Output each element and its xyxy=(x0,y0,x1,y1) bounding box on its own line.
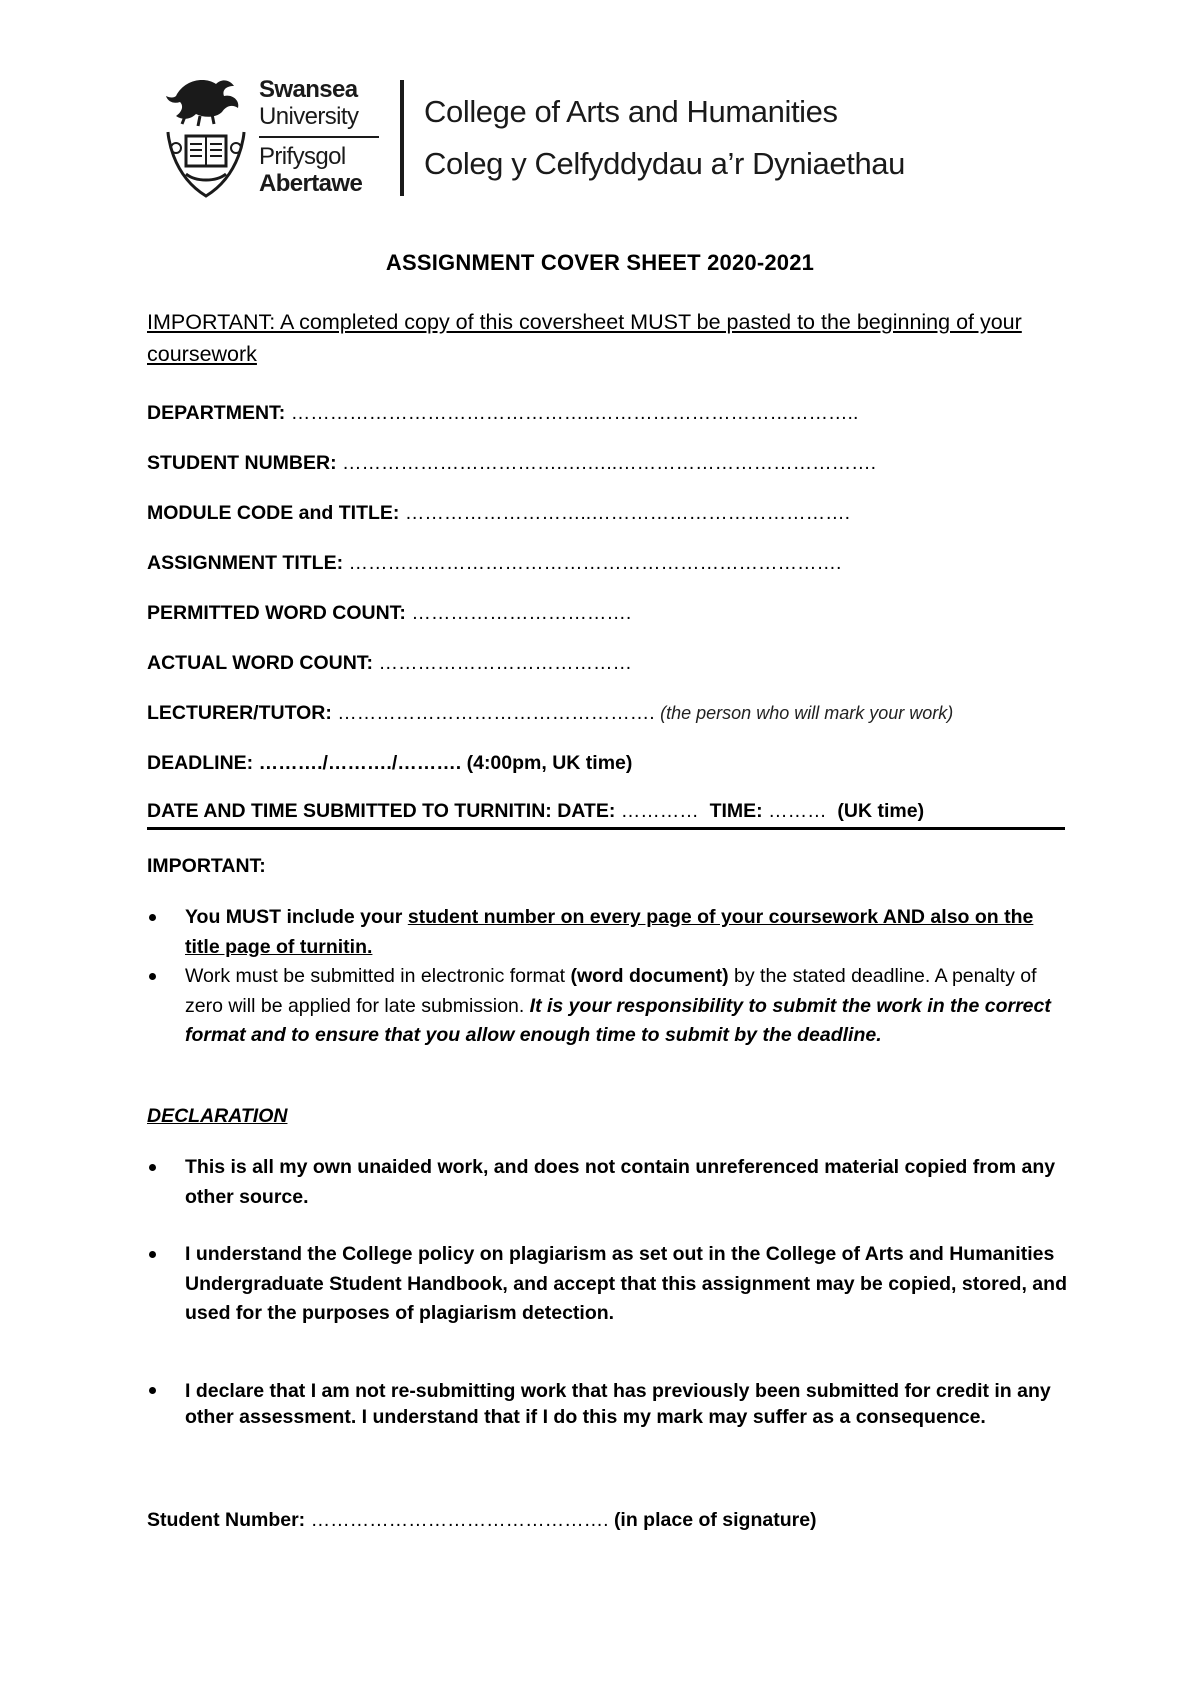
important-notice: IMPORTANT: A completed copy of this coversheet MUST be pasted to the beginning of your coursework xyxy=(147,310,1022,366)
turnitin-submission-field[interactable] xyxy=(147,797,1065,830)
declaration-heading: DECLARATION xyxy=(147,1105,288,1127)
list-item xyxy=(147,903,1067,962)
list-item xyxy=(147,1153,1067,1212)
bullet-2-text-d: It is your responsibility to submit the work in the correct format and to ensure that you allow enough time to submit by the deadline. xyxy=(185,994,1051,1046)
permitted-word-count-label: PERMITTED WORD COUNT: xyxy=(147,602,412,624)
declaration-3-text: I declare that I am not re-submitting work that has previously been submitted for credit in any other assessment. I understand that if I do this my mark may suffer as a consequence. xyxy=(185,1380,1051,1428)
lecturer-field[interactable] xyxy=(147,698,953,728)
lecturer-dots: …………………………………………. xyxy=(337,702,661,724)
permitted-word-count-dots: ……………………………. xyxy=(411,602,632,624)
logo-line-swansea: Swansea xyxy=(259,76,358,103)
signature-suffix: (in place of signature) xyxy=(613,1509,817,1531)
university-crest-logo xyxy=(156,74,256,202)
header-vertical-divider xyxy=(400,80,404,196)
bullet-1-text-b: student number on every page of your coursework AND also on the title page of turnitin. xyxy=(185,906,1034,958)
bullet-icon xyxy=(149,1251,156,1258)
deadline-field[interactable] xyxy=(147,748,632,778)
bullet-icon xyxy=(149,1387,156,1394)
student-number-label: STUDENT NUMBER: xyxy=(147,452,342,474)
declaration-list-2 xyxy=(147,1240,1067,1329)
module-field[interactable] xyxy=(147,498,850,528)
logo-divider xyxy=(259,136,379,138)
university-name-block xyxy=(259,78,389,199)
college-name-welsh: Coleg y Celfyddydau a’r Dyniaethau xyxy=(424,146,905,181)
logo-line-prifysgol: Prifysgol xyxy=(259,143,346,170)
assignment-title-label: ASSIGNMENT TITLE: xyxy=(147,552,349,574)
module-dots: ………………………..…………………………………. xyxy=(404,502,851,524)
student-number-dots: …………………………….….…..…………………………………. xyxy=(342,452,877,474)
submitted-time-label: TIME: xyxy=(698,800,769,822)
actual-word-count-label: ACTUAL WORD COUNT: xyxy=(147,652,379,674)
department-field[interactable] xyxy=(147,398,858,428)
submitted-suffix: (UK time) xyxy=(826,800,925,822)
list-item xyxy=(147,1378,1067,1430)
list-item xyxy=(147,1240,1067,1329)
declaration-list-3 xyxy=(147,1378,1067,1430)
assignment-title-dots: …………………………………………………………………. xyxy=(348,552,842,574)
actual-word-count-dots: ………………………………… xyxy=(378,652,632,674)
department-dots: ………………………………………..………………………………….. xyxy=(290,402,859,424)
bullet-2-text-b: (word document) xyxy=(570,965,729,987)
declaration-2-text: I understand the College policy on plagiarism as set out in the College of Arts and Humanities Undergraduate Student Handbook, and accept that this assignment may be copied, stored, and used for the purposes of plagiarism detection. xyxy=(185,1243,1067,1324)
logo-line-university: University xyxy=(259,103,359,130)
logo-line-abertawe: Abertawe xyxy=(259,170,363,197)
submitted-time-dots: ……… xyxy=(768,800,827,822)
module-label: MODULE CODE and TITLE: xyxy=(147,502,405,524)
signature-dots: ………………………………………. xyxy=(310,1509,614,1531)
college-name xyxy=(424,96,905,200)
signature-label: Student Number: xyxy=(147,1509,311,1531)
page-title: ASSIGNMENT COVER SHEET 2020-2021 xyxy=(385,250,815,275)
important-bullet-list xyxy=(147,903,1067,1051)
assignment-title-field[interactable] xyxy=(147,548,841,578)
signature-field[interactable] xyxy=(147,1505,817,1535)
submitted-label: DATE AND TIME SUBMITTED TO TURNITIN: DATE: xyxy=(147,800,621,822)
important-heading-2: IMPORTANT: xyxy=(147,855,266,877)
bullet-2-text-c: by the stated deadline. A penalty of zero will be applied for late submission. xyxy=(185,965,1037,1017)
actual-word-count-field[interactable] xyxy=(147,648,632,678)
deadline-label: DEADLINE: xyxy=(147,752,259,774)
bullet-icon xyxy=(149,1164,156,1171)
university-header xyxy=(156,74,956,204)
submitted-date-dots: ………… xyxy=(620,800,699,822)
lecturer-label: LECTURER/TUTOR: xyxy=(147,702,338,724)
bullet-1-text-a: You MUST include your xyxy=(185,906,408,928)
bullet-2-text-a: Work must be submitted in electronic format xyxy=(185,965,571,987)
student-number-field[interactable] xyxy=(147,448,876,478)
declaration-list-1 xyxy=(147,1153,1067,1212)
department-label: DEPARTMENT: xyxy=(147,402,291,424)
lecturer-note: (the person who will mark your work) xyxy=(660,703,954,723)
deadline-value: ………./………./………. (4:00pm, UK time) xyxy=(258,752,633,774)
bullet-icon xyxy=(149,914,156,921)
bullet-icon xyxy=(149,973,156,980)
college-name-english: College of Arts and Humanities xyxy=(424,94,838,129)
permitted-word-count-field[interactable] xyxy=(147,598,631,628)
list-item xyxy=(147,962,1067,1051)
declaration-1-text: This is all my own unaided work, and does not contain unreferenced material copied from any other source. xyxy=(185,1156,1056,1208)
